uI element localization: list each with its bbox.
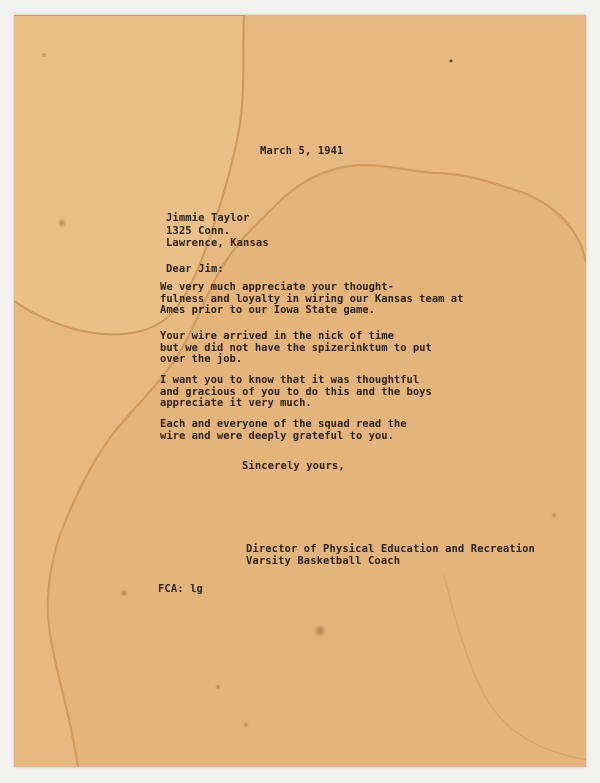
paragraph-3: I want you to know that it was thoughtful and gracious of you to do this and the boys appreciate it very much. (160, 374, 432, 409)
paragraph-4: Each and everyone of the squad read the wire and were deeply grateful to you. (160, 418, 407, 442)
recipient-city: Lawrence, Kansas (166, 237, 269, 249)
paragraph-1: We very much appreciate your thought- fulness and loyalty in wiring our Kansas team at Ames prior to our Iowa State game. (160, 281, 464, 316)
signature-title-1: Director of Physical Education and Recreation (246, 543, 535, 555)
typist-initials: FCA: lg (158, 583, 203, 595)
recipient-name: Jimmie Taylor (166, 212, 250, 224)
paragraph-2: Your wire arrived in the nick of time but we did not have the spizerinktum to put over the job. (160, 330, 432, 365)
letter-sheet (14, 15, 586, 767)
letter-date: March 5, 1941 (260, 145, 344, 157)
recipient-street: 1325 Conn. (166, 225, 231, 237)
closing: Sincerely yours, (242, 460, 345, 472)
salutation: Dear Jim: (166, 263, 224, 275)
signature-title-2: Varsity Basketball Coach (246, 555, 401, 567)
